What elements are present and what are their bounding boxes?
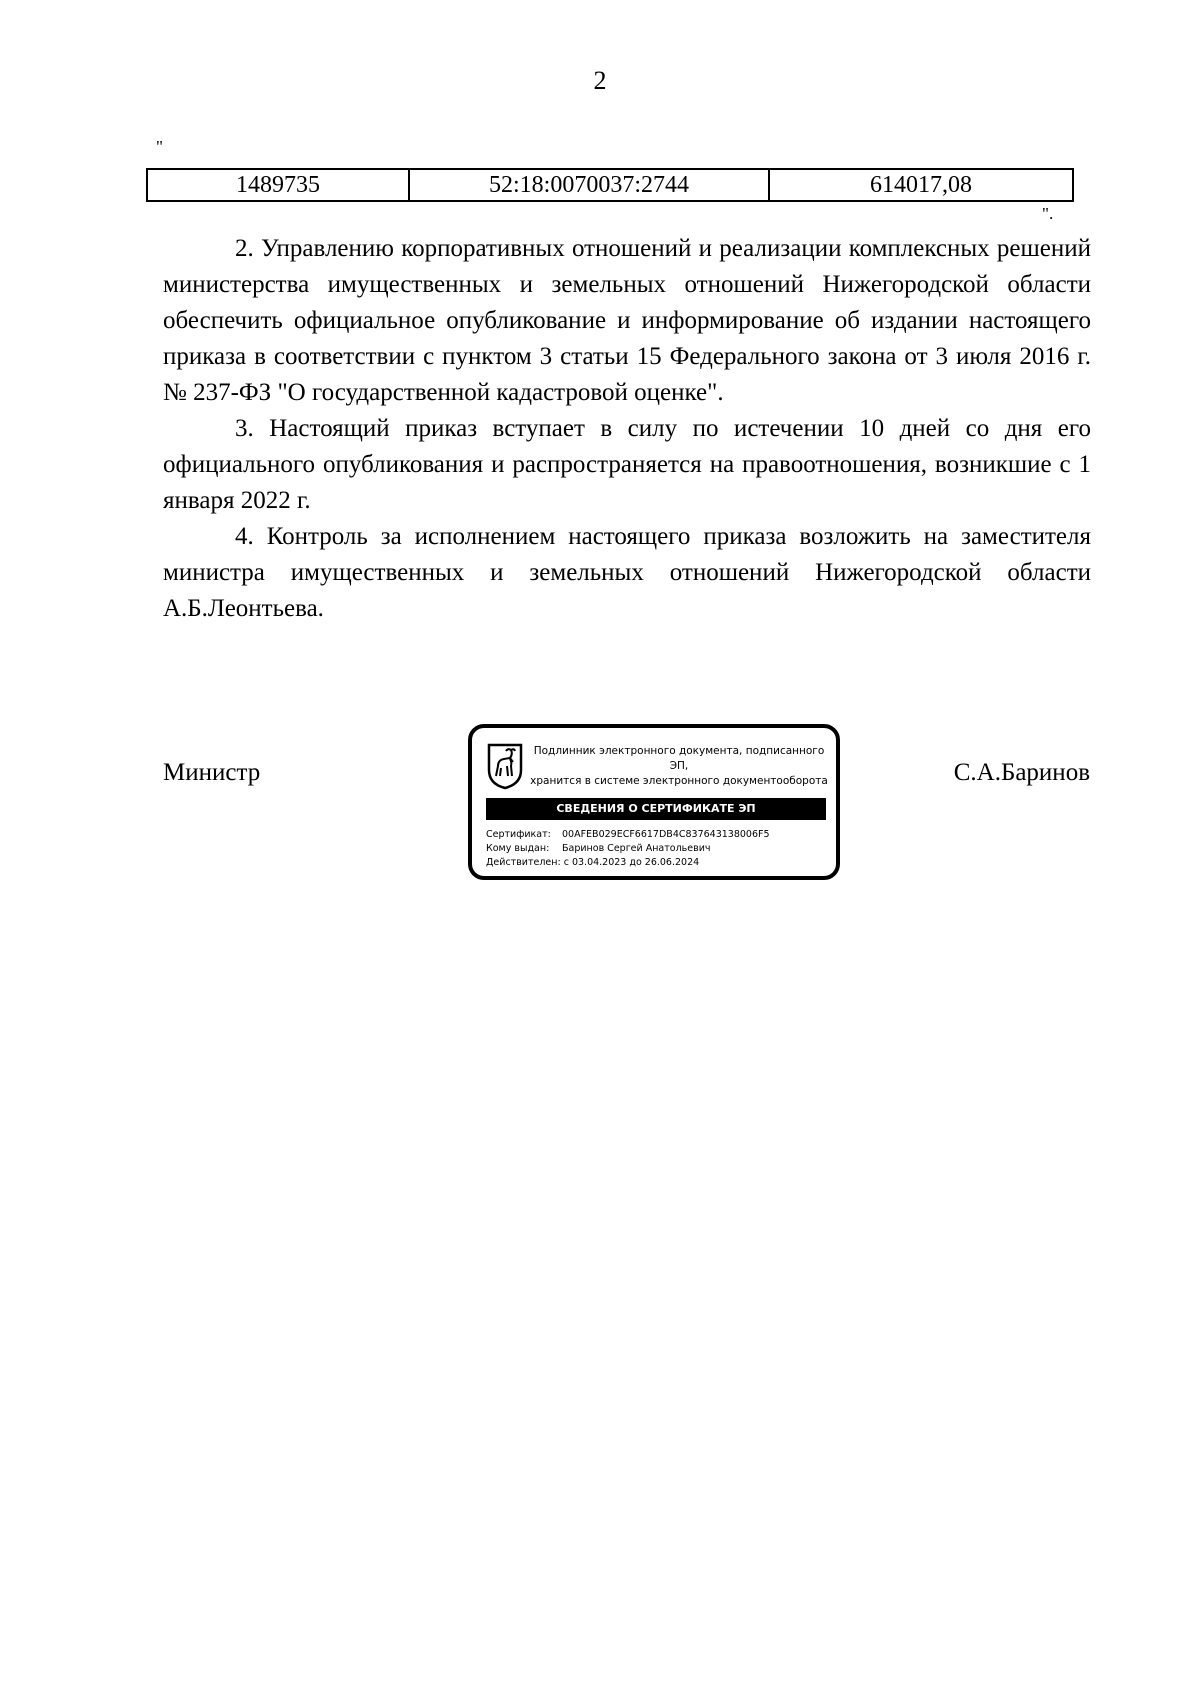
coat-of-arms-icon: [486, 742, 524, 790]
paragraph-2: 2. Управлению корпоративных отношений и реализации комплексных решений министерства имущественных и земельных отношений Нижегородской области обеспечить официальное опубликование и информирование об издании настоящего приказа в соответствии с пунктом 3 статьи 15 Федерального закона от 3 июля 2016 г. № 237-ФЗ "О государственной кадастровой оценке".: [163, 235, 1091, 406]
cadastral-table: [146, 168, 1074, 202]
stamp-heading-line-1: Подлинник электронного документа, подписанного ЭП,: [533, 745, 825, 772]
stamp-certificate-row: [486, 828, 828, 842]
issued-value: Баринов Сергей Анатольевич: [562, 843, 711, 854]
issued-label: Кому выдан:: [486, 843, 550, 854]
signatory-name: С.А.Баринов: [953, 759, 1090, 786]
valid-label: Действителен:: [486, 857, 561, 868]
table-close-quote: ".: [1042, 204, 1054, 223]
signatory-position: Министр: [163, 759, 261, 786]
certificate-value: 00AFEB029ECF6617DB4C837643138006F5: [562, 829, 770, 840]
stamp-valid-row: [486, 856, 828, 870]
stamp-issued-row: [486, 842, 828, 856]
table-open-quote: ": [156, 137, 163, 156]
stamp-certificate-info: [486, 828, 828, 870]
table-cell-id: 1489735: [148, 170, 410, 200]
valid-value: с 03.04.2023 до 26.06.2024: [563, 857, 700, 868]
table-cell-value: 614017,08: [870, 172, 972, 198]
stamp-heading: [528, 744, 830, 789]
stamp-certificate-bar: СВЕДЕНИЯ О СЕРТИФИКАТЕ ЭП: [486, 798, 826, 820]
stamp-heading-line-2: хранится в системе электронного документооборота: [530, 775, 828, 787]
certificate-label: Сертификат:: [486, 829, 551, 840]
paragraph-4: 4. Контроль за исполнением настоящего приказа возложить на заместителя министра имущественных и земельных отношений Нижегородской области А.Б.Леонтьева.: [163, 523, 1091, 622]
electronic-signature-stamp: [468, 724, 840, 880]
paragraph-3: 3. Настоящий приказ вступает в силу по истечении 10 дней со дня его официального опубликования и распространяется на правоотношения, возникшие с 1 января 2022 г.: [163, 415, 1091, 514]
table-cell-cadastral-number: 52:18:0070037:2744: [410, 170, 770, 200]
page-number: 2: [593, 66, 607, 95]
document-body: [163, 231, 1091, 627]
